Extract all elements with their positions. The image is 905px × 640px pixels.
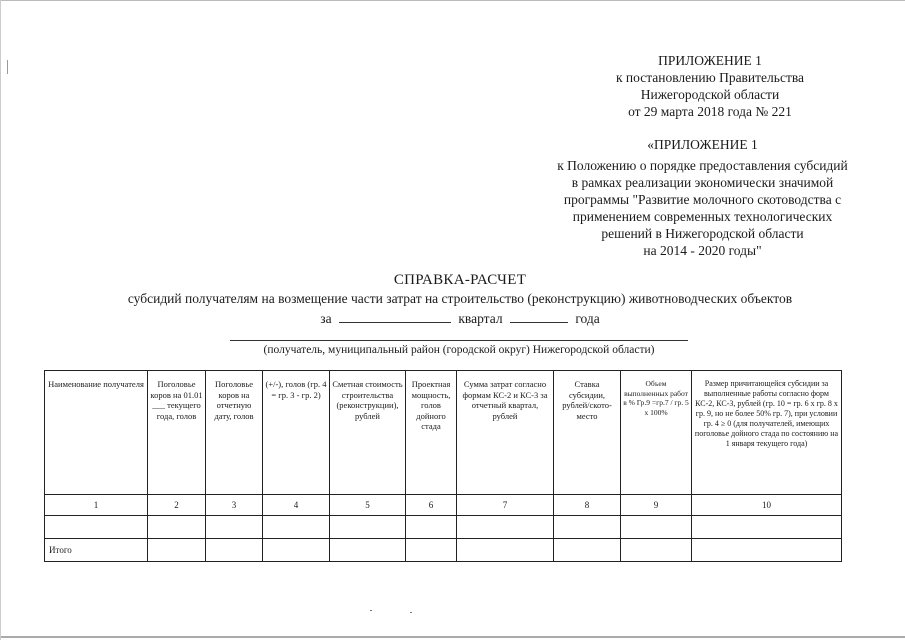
table-cell[interactable] <box>621 539 692 562</box>
scan-speck <box>370 610 372 611</box>
table-cell[interactable] <box>206 516 263 539</box>
total-label: Итого <box>45 539 148 562</box>
regulation-appendix-header <box>530 136 875 259</box>
table-cell[interactable] <box>692 516 842 539</box>
column-number-row <box>45 495 842 516</box>
decree-line-1: к постановлению Правительства <box>615 70 805 85</box>
period-prefix: за <box>320 311 332 326</box>
regulation-line-4: применением современных технологических <box>572 209 833 224</box>
table-cell[interactable] <box>406 539 457 562</box>
header-herd-start: Поголовье коров на 01.01 ___ текущего года, голов <box>148 371 206 495</box>
table-cell[interactable] <box>148 516 206 539</box>
column-number: 10 <box>692 495 842 516</box>
period-year-blank[interactable] <box>510 310 568 323</box>
period-line <box>300 310 620 327</box>
column-number: 8 <box>554 495 621 516</box>
table-cell[interactable] <box>330 539 406 562</box>
regulation-line-3: программы "Развитие молочного скотоводства с <box>563 192 842 207</box>
subsidy-table <box>44 370 842 562</box>
scan-edge-left <box>0 0 1 640</box>
header-subsidy-rate: Ставка субсидии, рублей/ското-место <box>554 371 621 495</box>
header-design-capacity: Проектная мощность, голов дойного стада <box>406 371 457 495</box>
column-number: 9 <box>621 495 692 516</box>
scan-edge-top <box>0 0 905 1</box>
header-recipient-name: Наименование получателя <box>45 371 148 495</box>
column-number: 7 <box>457 495 554 516</box>
regulation-line-1: к Положению о порядке предоставления субсидий <box>557 158 848 173</box>
regulation-appendix-title: «ПРИЛОЖЕНИЕ 1 <box>647 137 758 152</box>
table-cell[interactable] <box>406 516 457 539</box>
column-number: 3 <box>206 495 263 516</box>
header-herd-change: (+/-), голов (гр. 4 = гр. 3 - гр. 2) <box>263 371 330 495</box>
scan-edge-bottom <box>0 636 905 638</box>
recipient-line[interactable] <box>230 340 688 341</box>
period-quarter-blank[interactable] <box>339 310 451 323</box>
decree-line-3: от 29 марта 2018 года № 221 <box>628 104 792 119</box>
header-estimated-cost: Сметная стоимость строительства (реконструкции), рублей <box>330 371 406 495</box>
table-cell[interactable] <box>457 539 554 562</box>
header-subsidy-amount: Размер причитающейся субсидии за выполненные работы согласно форм КС-2, КС-3, рублей (гр. 10 = гр. 6 х гр. 8 х гр. 9, но не более 50% гр. 7), при условии гр. 4 ≥ 0 (для получателей, имеющих поголовье дойного стада по состоянию на 1 января текущего года) <box>692 371 842 495</box>
total-row <box>45 539 842 562</box>
scan-speck <box>410 612 412 613</box>
header-costs-sum: Сумма затрат согласно формам КС-2 и КС-3 за отчетный квартал, рублей <box>457 371 554 495</box>
table-cell[interactable] <box>621 516 692 539</box>
regulation-line-5: решений в Нижегородской области <box>601 226 804 241</box>
period-year-label: года <box>575 311 600 326</box>
recipient-caption: (получатель, муниципальный район (городской округ) Нижегородской области) <box>263 344 655 356</box>
decree-line-2: Нижегородской области <box>640 87 780 102</box>
table-cell[interactable] <box>554 516 621 539</box>
period-quarter-label: квартал <box>458 311 503 326</box>
regulation-line-6: на 2014 - 2020 годы" <box>643 243 762 258</box>
regulation-line-2: в рамках реализации экономически значимой <box>571 175 834 190</box>
table-cell[interactable] <box>554 539 621 562</box>
column-number: 1 <box>45 495 148 516</box>
table-cell[interactable] <box>263 539 330 562</box>
column-number: 5 <box>330 495 406 516</box>
column-number: 4 <box>263 495 330 516</box>
table-cell[interactable] <box>45 516 148 539</box>
column-number: 6 <box>406 495 457 516</box>
table-cell[interactable] <box>206 539 263 562</box>
header-herd-report: Поголовье коров на отчетную дату, голов <box>206 371 263 495</box>
decree-header <box>560 52 860 120</box>
decree-appendix-title: ПРИЛОЖЕНИЕ 1 <box>658 53 762 68</box>
header-work-volume: Объем выполненных работ в % Гр.9 =гр.7 / гр. 5 х 100% <box>621 371 692 495</box>
table-cell[interactable] <box>148 539 206 562</box>
table-header-row <box>45 371 842 495</box>
document-subtitle: субсидий получателям на возмещение части затрат на строительство (реконструкцию) животноводческих объектов <box>127 291 793 306</box>
document-title: СПРАВКА-РАСЧЕТ <box>393 272 527 288</box>
column-number: 2 <box>148 495 206 516</box>
table-cell[interactable] <box>457 516 554 539</box>
table-row <box>45 516 842 539</box>
table-cell[interactable] <box>330 516 406 539</box>
table-cell[interactable] <box>263 516 330 539</box>
table-cell[interactable] <box>692 539 842 562</box>
scan-speck <box>7 60 8 74</box>
